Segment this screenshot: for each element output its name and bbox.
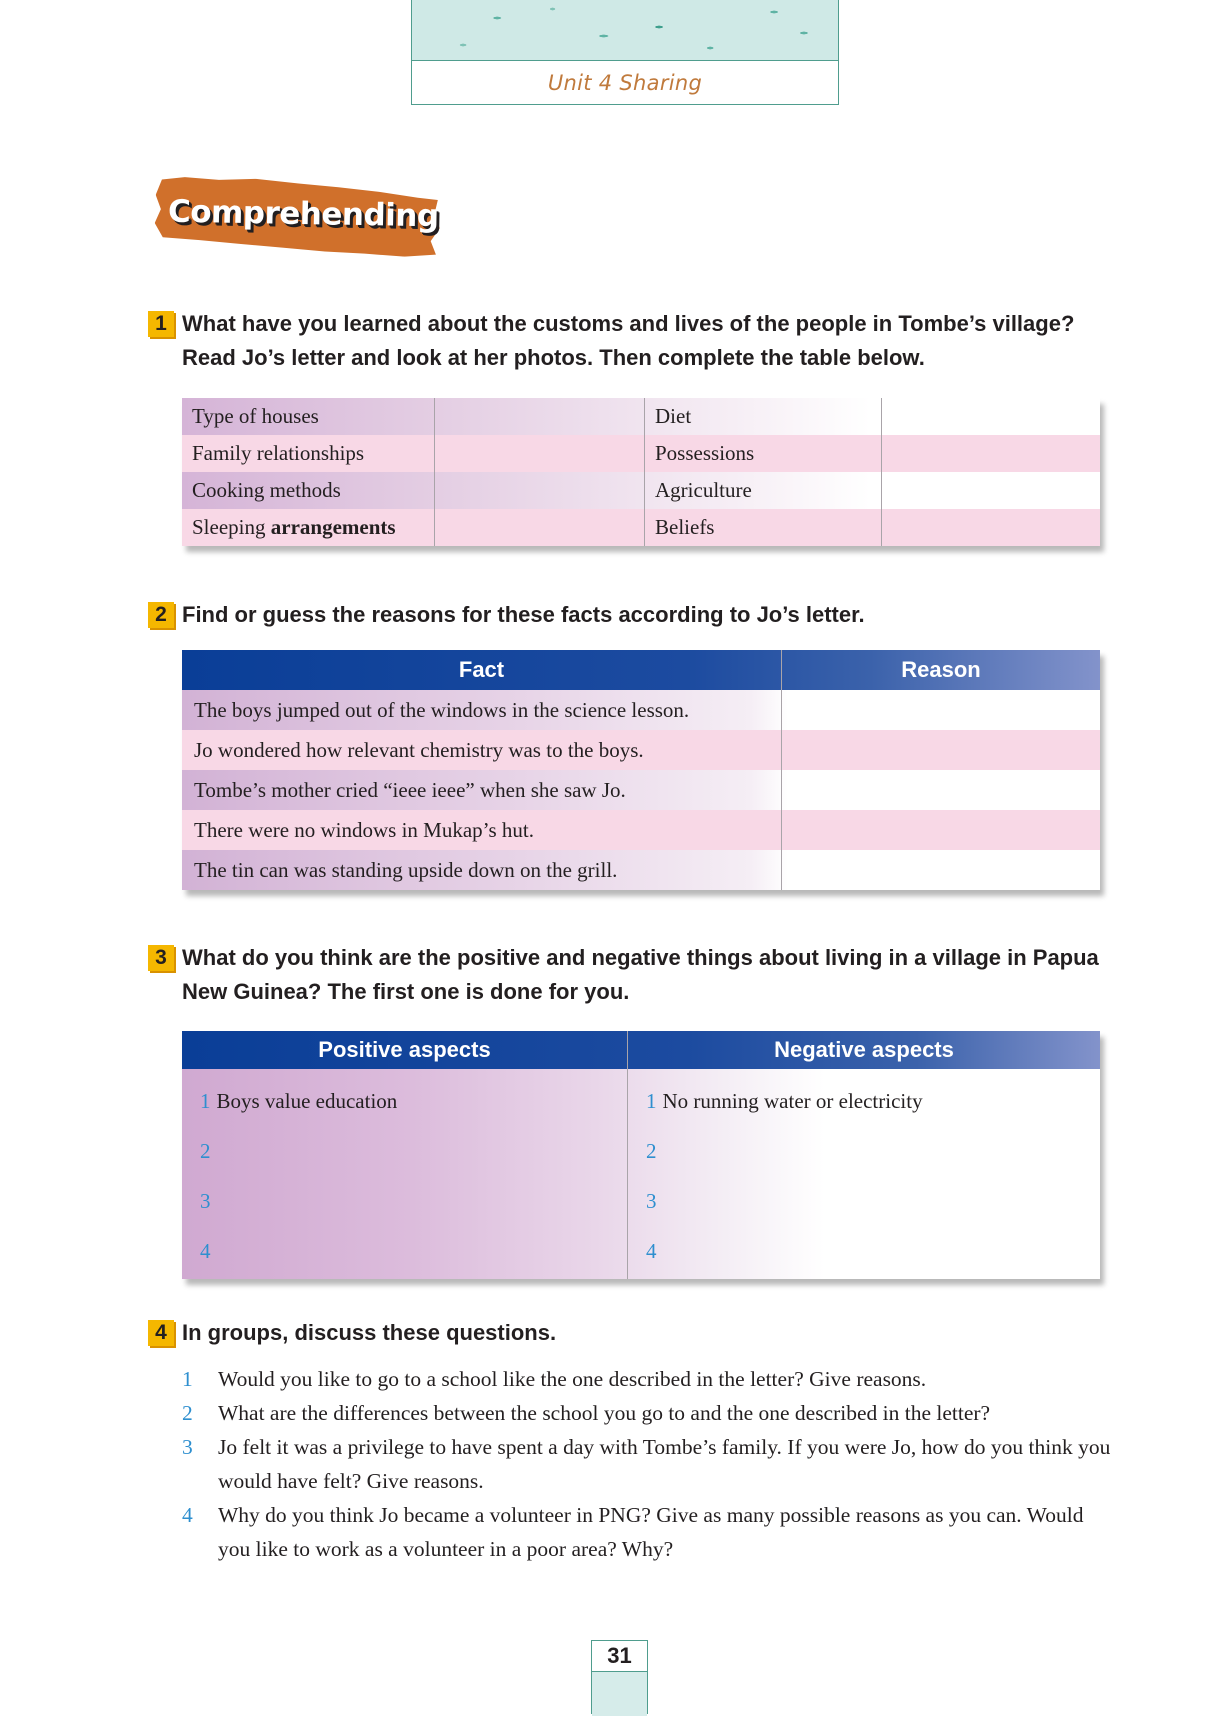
- item-number: 4: [646, 1239, 657, 1263]
- row-label: Beliefs: [645, 509, 882, 546]
- table-row: [182, 509, 1100, 546]
- question-4: [148, 1316, 1108, 1350]
- reason-cell[interactable]: [782, 770, 1100, 810]
- discussion-list: [182, 1362, 1112, 1566]
- table-row: [182, 810, 1100, 850]
- fact-cell: The boys jumped out of the windows in the science lesson.: [182, 690, 782, 730]
- answer-cell[interactable]: [882, 509, 1100, 546]
- question-number-badge: 2: [148, 602, 174, 628]
- item-text: Would you like to go to a school like the one described in the letter? Give reasons.: [218, 1367, 927, 1391]
- reason-cell[interactable]: [782, 730, 1100, 770]
- answer-cell[interactable]: [435, 398, 645, 435]
- water-texture-image: [412, 0, 838, 61]
- row-label: Family relationships: [182, 435, 435, 472]
- question-2: [148, 598, 1108, 632]
- question-3: [148, 941, 1108, 1009]
- question-text: In groups, discuss these questions.: [182, 1320, 557, 1345]
- negative-item[interactable]: [646, 1129, 1100, 1179]
- answer-cell[interactable]: [435, 472, 645, 509]
- answer-cell[interactable]: [882, 398, 1100, 435]
- item-number: 4: [200, 1239, 211, 1263]
- item-number: 1: [182, 1367, 193, 1391]
- fact-cell: There were no windows in Mukap’s hut.: [182, 810, 782, 850]
- reason-cell[interactable]: [782, 810, 1100, 850]
- page-tab-fill: [592, 1672, 647, 1716]
- negative-item[interactable]: [646, 1079, 1100, 1129]
- row-label: Possessions: [645, 435, 882, 472]
- item-text: What are the differences between the school you go to and the one described in the letter?: [218, 1401, 991, 1425]
- fact-cell: The tin can was standing upside down on the grill.: [182, 850, 782, 890]
- answer-cell[interactable]: [435, 509, 645, 546]
- unit-title: Unit 4 Sharing: [547, 71, 703, 95]
- reason-cell[interactable]: [782, 690, 1100, 730]
- row-label: Cooking methods: [182, 472, 435, 509]
- item-number: 4: [182, 1503, 193, 1527]
- fact-cell: Tombe’s mother cried “ieee ieee” when she saw Jo.: [182, 770, 782, 810]
- item-number: 2: [646, 1139, 657, 1163]
- positive-item[interactable]: [200, 1079, 627, 1129]
- answer-cell[interactable]: [435, 435, 645, 472]
- row-label-plain: Sleeping: [192, 515, 271, 539]
- question-text: What have you learned about the customs and lives of the people in Tombe’s village? Read Jo’s letter and look at her photos. Then complete the table below.: [182, 311, 1075, 370]
- column-header-fact: Fact: [182, 650, 782, 690]
- positive-column: [182, 1069, 628, 1279]
- positive-item[interactable]: [200, 1229, 627, 1279]
- list-item: [182, 1430, 1112, 1498]
- table-row: [182, 730, 1100, 770]
- item-number: 3: [182, 1435, 193, 1459]
- unit-header: [411, 0, 839, 105]
- table-body: [182, 1069, 1100, 1279]
- item-text: Why do you think Jo became a volunteer in PNG? Give as many possible reasons as you can. Would you like to work as a volunteer in a poor area? Why?: [218, 1503, 1084, 1561]
- item-number: 1: [200, 1089, 211, 1113]
- positive-item[interactable]: [200, 1129, 627, 1179]
- negative-column: [628, 1069, 1100, 1279]
- item-text: Boys value education: [216, 1089, 398, 1113]
- fact-cell: Jo wondered how relevant chemistry was to the boys.: [182, 730, 782, 770]
- table-header: [182, 650, 1100, 690]
- answer-cell[interactable]: [882, 435, 1100, 472]
- item-text: Jo felt it was a privilege to have spent a day with Tombe’s family. If you were Jo, how do you think you would have felt? Give reasons.: [218, 1435, 1111, 1493]
- row-label: Diet: [645, 398, 882, 435]
- column-header-negative: Negative aspects: [774, 1037, 954, 1062]
- row-label: Agriculture: [645, 472, 882, 509]
- list-item: [182, 1396, 1112, 1430]
- item-number: 2: [182, 1401, 193, 1425]
- negative-item[interactable]: [646, 1179, 1100, 1229]
- item-number: 2: [200, 1139, 211, 1163]
- item-number: 3: [200, 1189, 211, 1213]
- item-number: 3: [646, 1189, 657, 1213]
- list-item: [182, 1498, 1112, 1566]
- aspects-table: [182, 1031, 1100, 1279]
- question-number-badge: 3: [148, 945, 174, 971]
- table-row: [182, 472, 1100, 509]
- list-item: [182, 1362, 1112, 1396]
- positive-item[interactable]: [200, 1179, 627, 1229]
- table-row: [182, 850, 1100, 890]
- reason-cell[interactable]: [782, 850, 1100, 890]
- fact-reason-table: [182, 650, 1100, 890]
- question-text: What do you think are the positive and negative things about living in a village in Papua New Guinea? The first one is done for you.: [182, 945, 1099, 1004]
- column-header-reason: Reason: [901, 657, 981, 682]
- column-header-positive: Positive aspects: [182, 1031, 628, 1069]
- negative-item[interactable]: [646, 1229, 1100, 1279]
- question-number-badge: 4: [148, 1320, 174, 1346]
- item-number: 1: [646, 1089, 657, 1113]
- answer-cell[interactable]: [882, 472, 1100, 509]
- table-row: [182, 435, 1100, 472]
- table-row: [182, 398, 1100, 435]
- item-text: No running water or electricity: [662, 1089, 923, 1113]
- table-row: [182, 770, 1100, 810]
- table-header: [182, 1031, 1100, 1069]
- section-title: Comprehending: [167, 193, 439, 235]
- customs-table: [182, 398, 1100, 546]
- row-label-bold: arrangements: [270, 515, 396, 539]
- question-1: [148, 307, 1108, 375]
- page-number-tab: [591, 1640, 648, 1714]
- row-label: Type of houses: [182, 398, 435, 435]
- question-number-badge: 1: [148, 311, 174, 337]
- table-row: [182, 690, 1100, 730]
- page-number: 31: [592, 1641, 647, 1672]
- question-text: Find or guess the reasons for these facts according to Jo’s letter.: [182, 602, 865, 627]
- row-label: [182, 509, 435, 546]
